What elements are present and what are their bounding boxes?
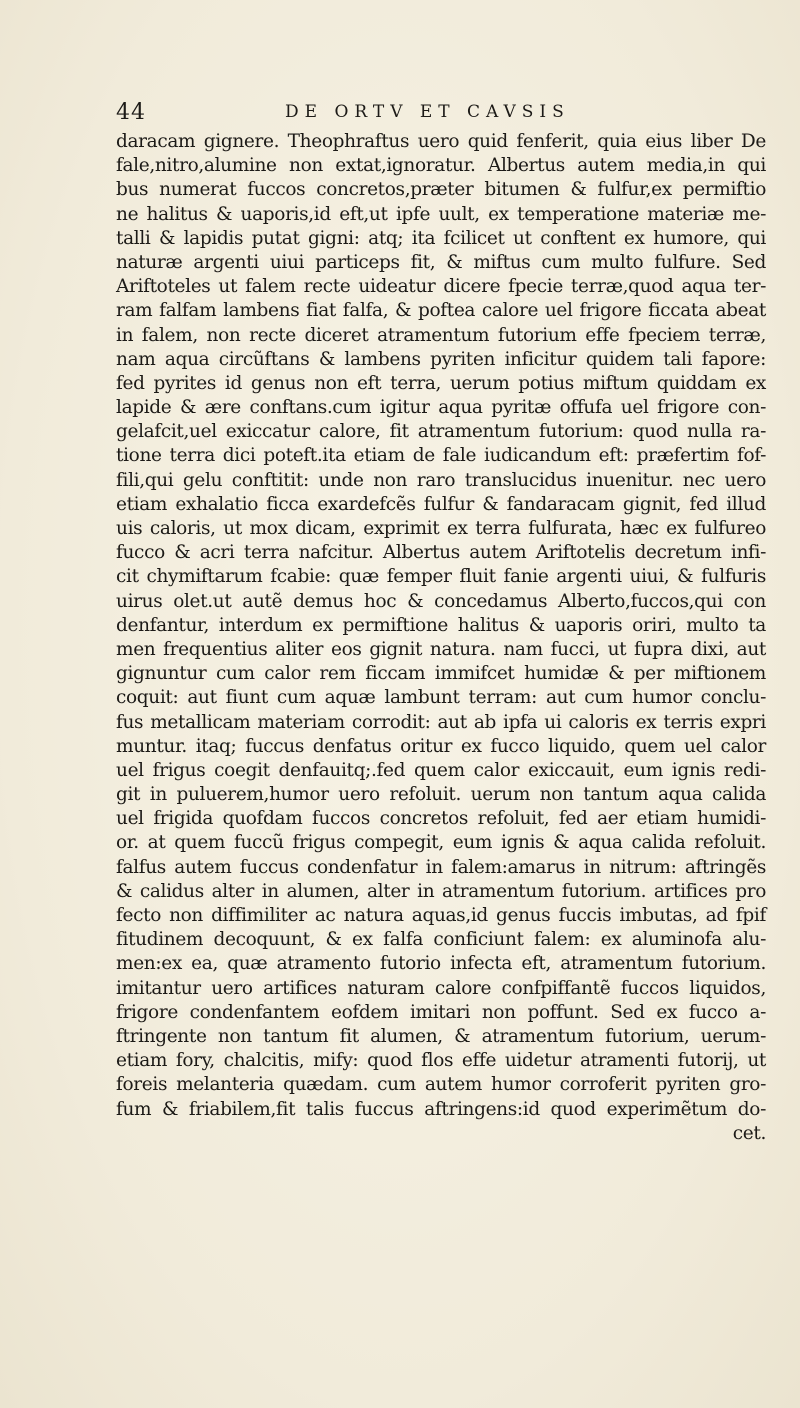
catchword: cet.	[732, 1122, 766, 1144]
text-line: fucco & acri terra nafcitur. Albertus autem Ariftotelis decretum infi-	[116, 542, 766, 564]
text-line: falfus autem fuccus condenfatur in falem:amarus in nitrum: aftringẽs	[116, 856, 766, 878]
text-line: cit chymiftarum fcabie: quæ femper fluit fanie argenti uiui, & fulfuris	[116, 566, 766, 588]
text-line: men frequentius aliter eos gignit natura. nam fucci, ut fupra dixi, aut	[116, 638, 766, 660]
text-line: gignuntur cum calor rem ficcam immifcet humidæ & per miftionem	[116, 663, 766, 685]
text-line: uel frigus coegit denfauitq;.fed quem calor exiccauit, eum ignis redi-	[116, 759, 766, 781]
text-line: naturæ argenti uiui particeps fit, & miftus cum multo fulfure. Sed	[116, 251, 766, 273]
text-line: fecto non diffimiliter ac natura aquas,id genus fuccis imbutas, ad fpif	[116, 905, 766, 926]
text-line: ne halitus & uaporis,id eft,ut ipfe uult, ex temperatione materiæ me-	[116, 203, 766, 225]
text-line: in falem, non recte diceret atramentum futorium effe fpeciem terræ,	[116, 324, 766, 346]
text-line: fum & friabilem,fit talis fuccus aftringens:id quod experimẽtum do-	[116, 1098, 766, 1120]
body-text	[116, 130, 766, 1146]
text-line: & calidus alter in alumen, alter in atramentum futorium. artifices pro	[116, 880, 766, 902]
running-title: DE ORTV ET CAVSIS	[285, 102, 570, 122]
text-line: ftringente non tantum fit alumen, & atramentum futorium, uerum-	[116, 1025, 766, 1047]
text-line: Ariftoteles ut falem recte uideatur dicere fpecie terræ,quod aqua ter-	[116, 276, 766, 298]
text-line: nam aqua circũftans & lambens pyriten inficitur quidem tali fapore:	[116, 348, 766, 370]
text-line: daracam gignere. Theophraftus uero quid fenferit, quia eius liber De	[116, 131, 766, 152]
text-line: bus numerat fuccos concretos,præter bitumen & fulfur,ex permiftio	[116, 179, 766, 201]
text-line: uirus olet.ut autẽ demus hoc & concedamus Alberto,fuccos,qui con	[116, 590, 766, 612]
text-line: imitantur uero artifices naturam calore confpiffantẽ fuccos liquidos,	[116, 977, 766, 999]
text-line: fale,nitro,alumine non extat,ignoratur. Albertus autem media,in qui	[116, 155, 766, 177]
page-number: 44	[116, 100, 146, 125]
text-line: git in puluerem,humor uero refoluit. uerum non tantum aqua calida	[116, 784, 766, 806]
text-line: etiam exhalatio ficca exardefcẽs fulfur & fandaracam gignit, fed illud	[116, 493, 766, 515]
text-line: coquit: aut fiunt cum aquæ lambunt terram: aut cum humor conclu-	[116, 687, 766, 709]
text-line: fus metallicam materiam corrodit: aut ab ipfa ui caloris ex terris expri	[116, 711, 766, 733]
text-line: or. at quem fuccũ frigus compegit, eum ignis & aqua calida refoluit.	[116, 832, 766, 854]
page-header	[0, 100, 800, 130]
text-line: foreis melanteria quædam. cum autem humor corroferit pyriten gro-	[116, 1074, 766, 1096]
text-line: gelafcit,uel exiccatur calore, fit atramentum futorium: quod nulla ra-	[116, 421, 766, 443]
text-line: uis caloris, ut mox dicam, exprimit ex terra fulfurata, hæc ex fulfureo	[116, 518, 766, 539]
text-line: tione terra dici poteft.ita etiam de fale iudicandum eft: præfertim fof-	[116, 445, 766, 467]
text-line: talli & lapidis putat gigni: atq; ita fcilicet ut conftent ex humore, qui	[116, 227, 766, 249]
text-line: lapide & ære conftans.cum igitur aqua pyritæ offufa uel frigore con-	[116, 397, 766, 419]
text-line: etiam fory, chalcitis, mify: quod flos effe uidetur atramenti futorij, ut	[116, 1050, 766, 1072]
text-line: muntur. itaq; fuccus denfatus oritur ex fucco liquido, quem uel calor	[116, 735, 766, 757]
text-line: fili,qui gelu conftitit: unde non raro translucidus inuenitur. nec uero	[116, 469, 766, 491]
text-line: denfantur, interdum ex permiftione halitus & uaporis oriri, multo ta	[116, 614, 766, 636]
text-line: uel frigida quofdam fuccos concretos refoluit, fed aer etiam humidi-	[116, 808, 766, 830]
text-line: fitudinem decoquunt, & ex falfa conficiunt falem: ex aluminofa alu-	[116, 929, 766, 951]
text-line: frigore condenfantem eofdem imitari non poffunt. Sed ex fucco a-	[116, 1001, 766, 1023]
text-line: fed pyrites id genus non eft terra, uerum potius miftum quiddam ex	[116, 372, 766, 394]
text-line: men:ex ea, quæ atramento futorio infecta eft, atramentum futorium.	[116, 953, 766, 975]
text-line: ram falfam lambens fiat falfa, & poftea calore uel frigore ficcata abeat	[116, 300, 766, 322]
